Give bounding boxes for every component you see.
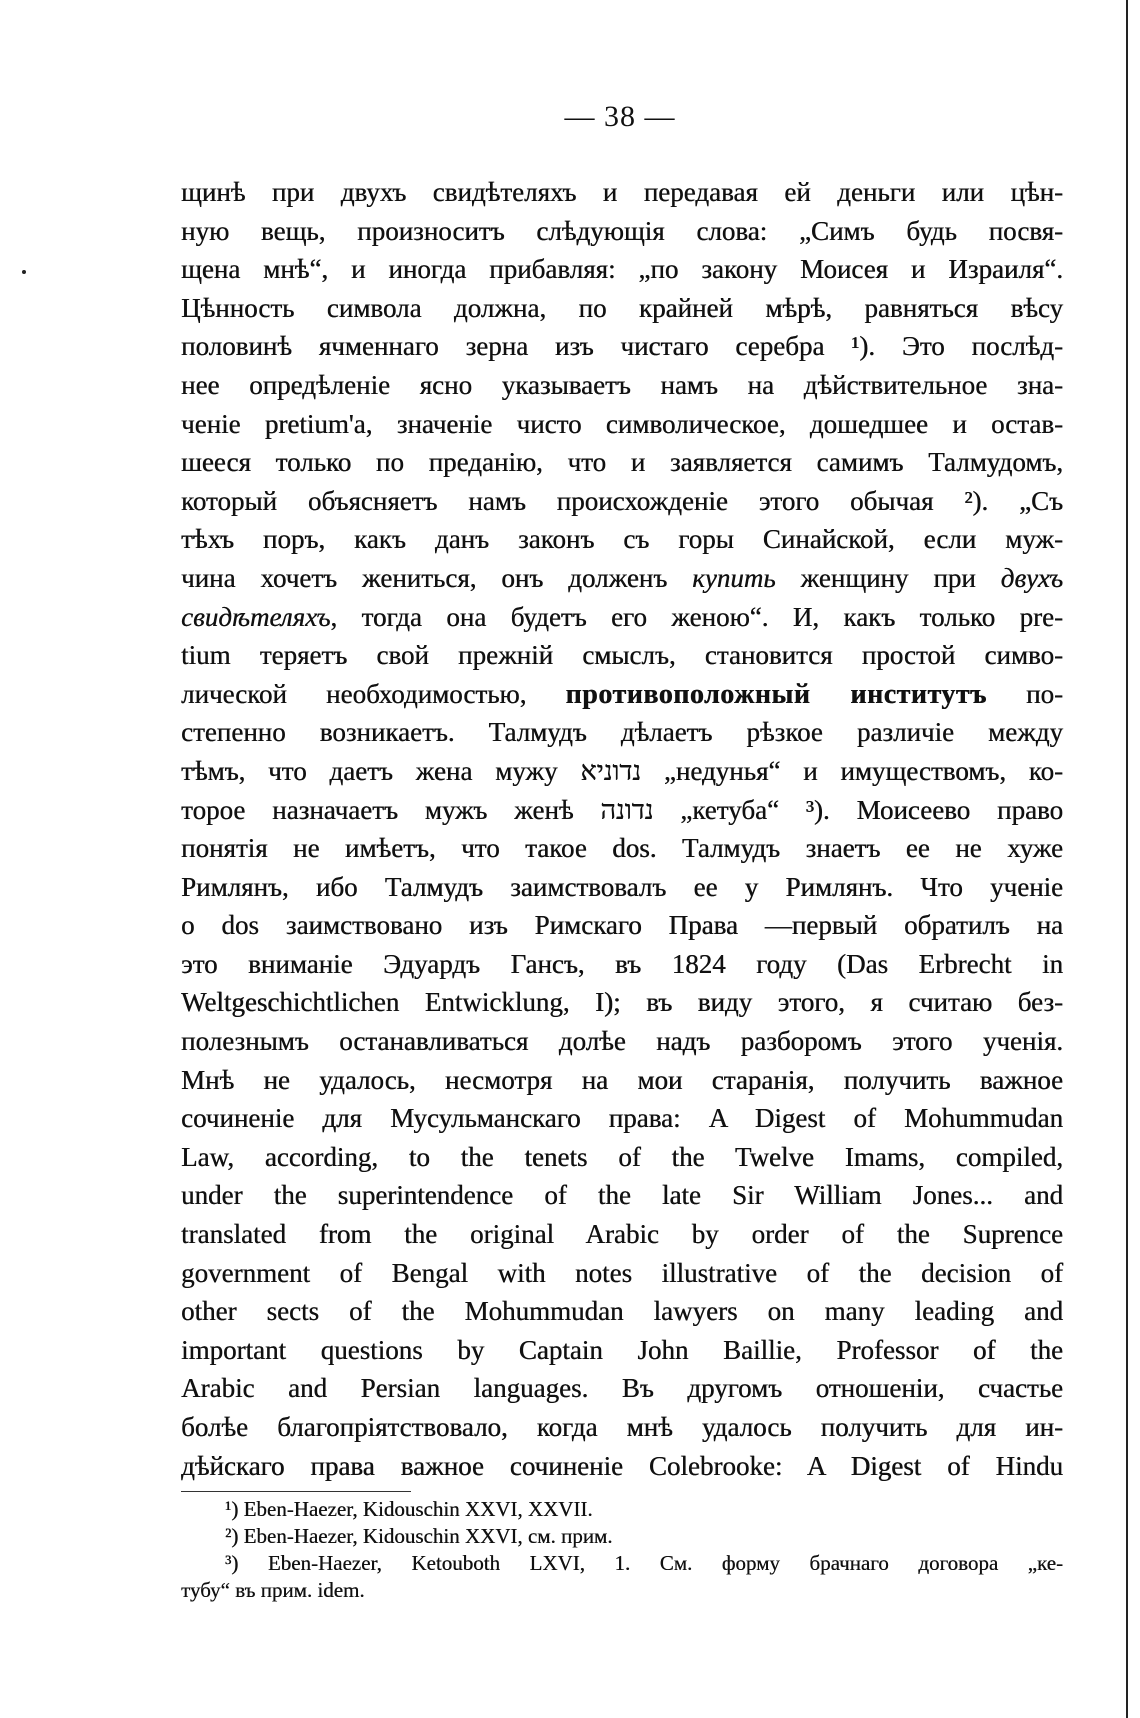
text-line	[181, 1369, 1063, 1408]
text-segment: щинѣ при двухъ свидѣтеляхъ и передавая ей деньги или цѣн-	[181, 177, 1063, 207]
text-segment: половинѣ ячменнаго зерна изъ чистаго серебра ¹). Это послѣд-	[181, 331, 1063, 362]
text-line	[181, 983, 1063, 1022]
text-segment: тѣмъ, что даетъ жена мужу נדוניא „недунья“ и имуществомъ, ко-	[181, 755, 1063, 786]
text-line	[181, 1408, 1063, 1447]
italic-text: двухъ	[1000, 562, 1063, 593]
text-segment: женщину при	[775, 562, 1001, 593]
text-segment: Arabic and Persian languages. Въ другомъ отношеніи, счастье	[181, 1373, 1063, 1404]
text-line	[181, 520, 1063, 559]
text-segment: дѣйскаго права важное сочиненіе Colebrooke: A Digest of Hindu	[181, 1450, 1063, 1481]
text-segment: Цѣнность символа должна, по крайней мѣрѣ, равняться вѣсу	[181, 292, 1063, 323]
text-line	[181, 327, 1063, 366]
text-line	[181, 829, 1063, 868]
italic-text: свидѣтеляхъ	[181, 601, 331, 632]
text-line	[181, 289, 1063, 328]
text-line	[181, 713, 1063, 752]
text-segment: полезнымъ останавливаться долѣе надъ разборомъ этого ученія.	[181, 1026, 1063, 1057]
text-line	[181, 906, 1063, 945]
text-line	[181, 1254, 1063, 1293]
text-line	[181, 212, 1063, 251]
text-segment: translated from the original Arabic by order of the Suprence	[181, 1219, 1063, 1250]
text-segment: нее опредѣленіе ясно указываетъ намъ на дѣйствительное зна-	[181, 369, 1063, 400]
text-segment: понятія не имѣетъ, что такое dos. Талмудъ знаетъ ее не хуже	[181, 833, 1063, 864]
text-line	[181, 868, 1063, 907]
text-segment: чина хочетъ жениться, онъ долженъ	[181, 562, 693, 593]
footnote: ²) Eben-Haezer, Kidouschin XXVI, см. прим.	[225, 1524, 613, 1548]
text-segment: government of Bengal with notes illustrative of the decision of	[181, 1257, 1063, 1288]
text-segment: это вниманіе Эдуардъ Гансъ, въ 1824 году (Das Erbrecht in	[181, 948, 1063, 979]
text-line	[181, 559, 1063, 598]
page-number: — 38 —	[564, 100, 676, 133]
page-edge-line	[1126, 0, 1128, 1718]
text-segment: шееся только по преданію, что и заявляется самимъ Талмудомъ,	[181, 447, 1063, 478]
text-segment: лической необходимостью,	[181, 678, 566, 709]
emphasized-text: противоположный институтъ	[565, 678, 987, 710]
text-line	[181, 482, 1063, 521]
text-line	[181, 598, 1063, 637]
text-line	[181, 443, 1063, 482]
text-line	[181, 752, 1063, 791]
text-segment: о dos заимствовано изъ Римскаго Права —первый обратилъ на	[181, 910, 1063, 941]
text-segment: , тогда она будетъ его женою“. И, какъ только pre-	[330, 601, 1063, 632]
text-line	[181, 173, 1063, 212]
text-segment: болѣе благопріятствовало, когда мнѣ удалось получить для ин-	[181, 1412, 1063, 1442]
text-line	[181, 250, 1063, 289]
body-text	[181, 173, 1063, 1485]
text-line	[181, 1061, 1063, 1100]
text-line	[181, 1215, 1063, 1254]
text-segment: по-	[986, 678, 1063, 709]
text-line	[181, 1447, 1063, 1486]
footnote: ¹) Eben-Haezer, Kidouschin XXVI, XXVII.	[225, 1497, 593, 1521]
text-line	[181, 1176, 1063, 1215]
text-line	[181, 675, 1063, 714]
text-segment: торое назначаетъ мужъ женѣ נדונה „кетуба“ ³). Моисеево право	[181, 794, 1063, 825]
text-segment: tium теряетъ свой прежній смыслъ, становится простой симво-	[181, 640, 1063, 671]
text-segment: который объясняетъ намъ происхожденіе этого обычая ²). „Съ	[181, 485, 1063, 516]
text-line	[181, 1022, 1063, 1061]
text-segment: Law, according, to the tenets of the Twelve Imams, compiled,	[181, 1141, 1063, 1172]
footnote: тубу“ въ прим. idem.	[181, 1578, 365, 1602]
text-segment: щена мнѣ“, и иногда прибавляя: „по закону Моисея и Израиля“.	[181, 254, 1063, 285]
text-segment: степенно возникаетъ. Талмудъ дѣлаетъ рѣзкое различіе между	[181, 717, 1063, 748]
text-line	[181, 791, 1063, 830]
footnote: ³) Eben-Haezer, Ketouboth LXVI, 1. См. форму брачнаго договора „ке-	[225, 1551, 1063, 1575]
text-line	[181, 636, 1063, 675]
text-segment: important questions by Captain John Baillie, Professor of the	[181, 1334, 1063, 1365]
scan-speck	[22, 270, 26, 274]
text-line	[181, 1138, 1063, 1177]
text-line	[181, 1292, 1063, 1331]
text-segment: Мнѣ не удалось, несмотря на мои старанія, получить важное	[181, 1064, 1063, 1095]
italic-text: купить	[692, 562, 776, 593]
text-segment: under the superintendence of the late Sir William Jones... and	[181, 1180, 1063, 1211]
text-segment: ченіе pretium'а, значеніе чисто символическое, дошедшее и остав-	[181, 408, 1063, 439]
footnote-rule	[181, 1491, 411, 1492]
text-segment: Weltgeschichtlichen Entwicklung, I); въ виду этого, я считаю без-	[181, 987, 1063, 1018]
text-segment: сочиненіе для Мусульманскаго права: A Digest of Mohummudan	[181, 1103, 1063, 1134]
text-line	[181, 945, 1063, 984]
text-line	[181, 1099, 1063, 1138]
text-line	[181, 1331, 1063, 1370]
text-line	[181, 405, 1063, 444]
text-segment: ную вещь, произноситъ слѣдующія слова: „Симъ будь посвя-	[181, 215, 1063, 246]
text-segment: Римлянъ, ибо Талмудъ заимствовалъ ее у Римлянъ. Что ученіе	[181, 871, 1063, 902]
footnotes	[181, 1496, 1063, 1604]
text-segment: other sects of the Mohummudan lawyers on many leading and	[181, 1296, 1063, 1327]
text-segment: тѣхъ поръ, какъ данъ законъ съ горы Синайской, если муж-	[181, 524, 1063, 555]
text-line	[181, 366, 1063, 405]
